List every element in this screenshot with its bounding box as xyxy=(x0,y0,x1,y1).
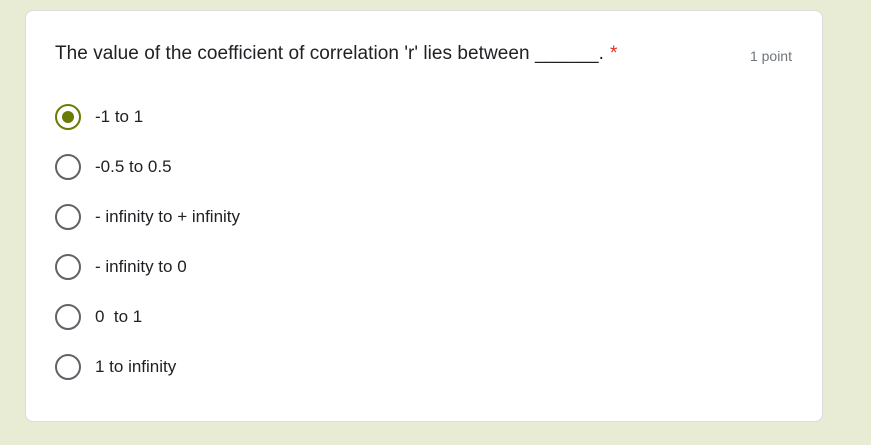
option-5[interactable] xyxy=(55,292,240,342)
question-card xyxy=(25,10,823,422)
option-2[interactable] xyxy=(55,142,240,192)
radio-button[interactable] xyxy=(55,304,81,330)
option-label: - infinity to + infinity xyxy=(95,207,241,226)
question-text: The value of the coefficient of correlation 'r' lies between ______. xyxy=(55,43,604,64)
option-label: - infinity to 0 xyxy=(95,257,187,276)
radio-button[interactable] xyxy=(55,354,81,380)
option-4[interactable] xyxy=(55,242,240,292)
option-label: 0 to 1 xyxy=(95,307,143,326)
radio-group xyxy=(55,92,240,392)
question-header xyxy=(55,43,792,71)
option-6[interactable] xyxy=(55,342,240,392)
option-3[interactable] xyxy=(55,192,240,242)
radio-dot xyxy=(62,111,74,123)
radio-button[interactable] xyxy=(55,204,81,230)
option-1[interactable] xyxy=(55,92,240,142)
radio-button[interactable] xyxy=(55,154,81,180)
radio-button[interactable] xyxy=(55,254,81,280)
radio-button-checked[interactable] xyxy=(55,104,81,130)
option-label: 1 to infinity xyxy=(95,357,177,376)
question-title xyxy=(55,43,617,65)
points-label: 1 point xyxy=(749,48,792,64)
option-label: -0.5 to 0.5 xyxy=(95,157,172,176)
required-asterisk: * xyxy=(609,43,618,64)
option-label: -1 to 1 xyxy=(95,107,144,126)
